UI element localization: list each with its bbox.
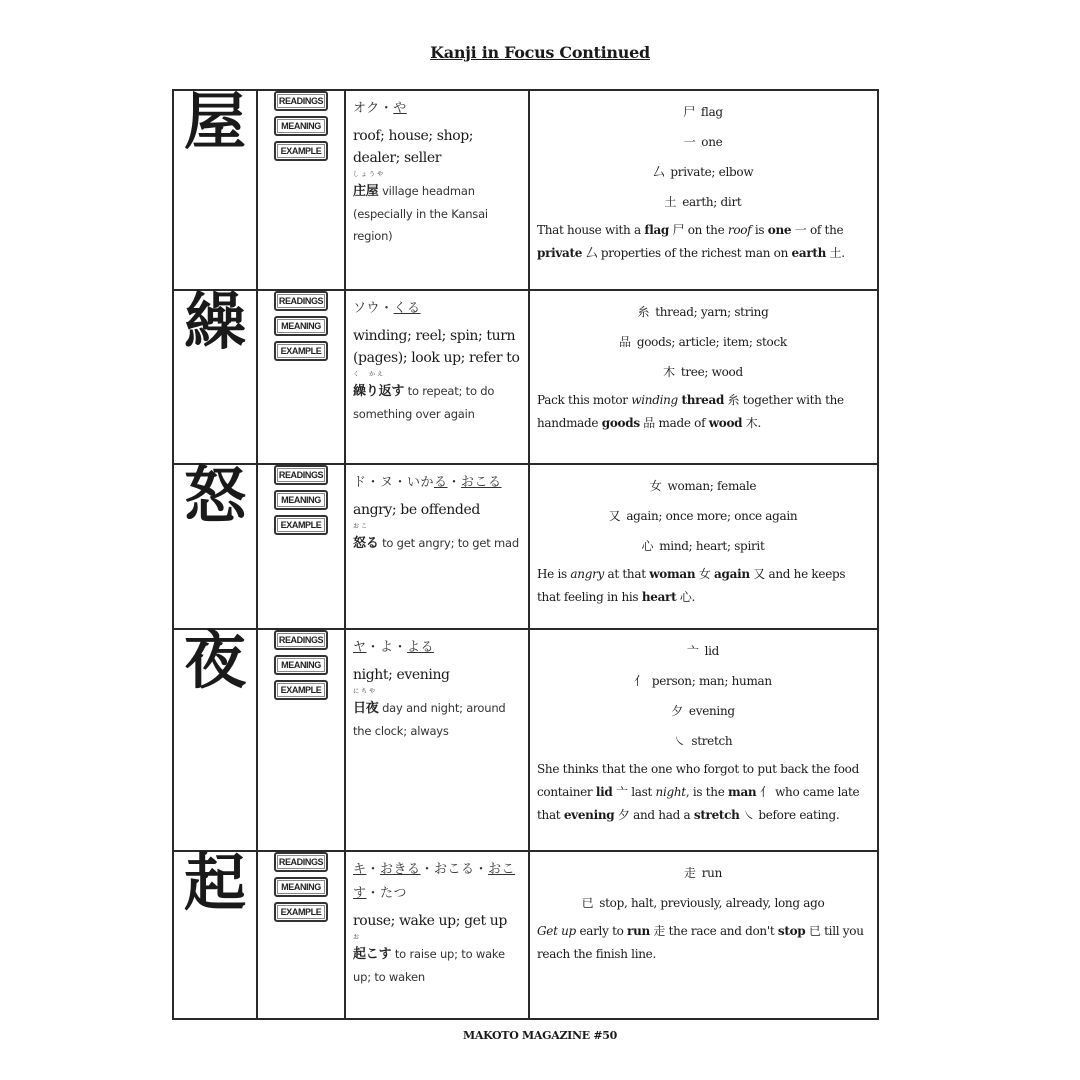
readings-tag: READINGS	[274, 852, 328, 872]
example-tag: EXAMPLE	[274, 141, 328, 161]
info-cell	[345, 290, 529, 464]
mnemonic-segment: 女	[695, 567, 715, 581]
meaning-tag: MEANING	[274, 490, 328, 510]
label-stack	[258, 91, 344, 161]
mnemonic-segment: 品 made of	[639, 416, 709, 430]
info-cell	[345, 464, 529, 629]
radical-item	[537, 501, 869, 531]
radical-glyph: 一	[683, 135, 696, 149]
page-footer: MAKOTO MAGAZINE #50	[462, 1029, 618, 1042]
mnemonic-segment: He is	[537, 567, 571, 581]
kanji-table	[172, 85, 879, 1020]
meaning-tag: MEANING	[274, 877, 328, 897]
reading-segment: ド・ヌ・いか	[353, 475, 435, 490]
mnemonic-segment: goods	[601, 416, 640, 430]
mnemonic-segment: man	[728, 785, 757, 799]
reading-segment: ・	[447, 475, 462, 490]
readings-text	[353, 297, 523, 321]
example-tag: EXAMPLE	[274, 680, 328, 700]
reading-segment: オク・	[353, 101, 394, 116]
reading-segment: くる	[393, 301, 421, 316]
mnemonic-segment: stop	[777, 924, 806, 938]
mnemonic-segment: 厶 properties of the richest man on	[582, 246, 792, 260]
radical-glyph: 糸	[637, 305, 650, 319]
radical-meaning: person; man; human	[651, 674, 772, 688]
meaning-tag: MEANING	[274, 655, 328, 675]
radical-glyph: 亻	[634, 674, 646, 688]
radical-meaning: one	[701, 135, 723, 149]
mnemonic-segment: heart	[641, 590, 677, 604]
radicals-cell	[529, 90, 878, 290]
mnemonic-segment: again	[714, 567, 750, 581]
example-gloss: to repeat; to do something over again	[353, 384, 495, 421]
mnemonic-segment: 尸 on the	[669, 223, 728, 237]
mnemonic-segment: at that	[604, 567, 650, 581]
example-word: 起こす	[353, 947, 392, 962]
radical-glyph: 木	[663, 365, 675, 379]
meaning-tag: MEANING	[274, 116, 328, 136]
example-word: 庄屋	[353, 184, 379, 199]
example-gloss: to raise up; to wake up; to waken	[353, 947, 505, 984]
mnemonic-segment: She thinks that the one who forgot to put back the food container	[537, 762, 859, 799]
mnemonic-segment: earth	[791, 246, 827, 260]
example-furigana: お	[353, 934, 362, 941]
radical-meaning: stretch	[691, 734, 733, 748]
mnemonic-segment: flag	[644, 223, 670, 237]
radical-item	[537, 858, 869, 888]
kanji-row	[173, 464, 878, 629]
readings-tag: READINGS	[274, 291, 328, 311]
radical-glyph: 女	[649, 479, 662, 493]
mnemonic-segment: 一 of the	[791, 223, 844, 237]
reading-segment: よる	[407, 640, 435, 655]
readings-text	[353, 636, 523, 660]
example-tag: EXAMPLE	[274, 341, 328, 361]
mnemonic-text	[537, 389, 869, 435]
example-gloss: village headman (especially in the Kansai region)	[353, 184, 488, 243]
radical-glyph: ㇏	[673, 734, 686, 748]
radical-item	[537, 471, 869, 501]
mnemonic-segment: one	[767, 223, 792, 237]
mnemonic-segment: That house with a	[537, 223, 645, 237]
mnemonic-segment: Pack this motor	[537, 393, 632, 407]
example-text	[353, 697, 523, 742]
mnemonic-segment: 夕 and had a	[614, 808, 694, 822]
meaning-tag: MEANING	[274, 316, 328, 336]
radicals-cell	[529, 851, 878, 1019]
example-furigana: しょうや	[353, 171, 386, 178]
radicals-cell	[529, 290, 878, 464]
radical-item	[537, 327, 869, 357]
mnemonic-segment: night	[655, 785, 686, 799]
kanji-character: 怒	[173, 464, 257, 629]
reading-segment: おこる	[461, 475, 502, 490]
readings-tag: READINGS	[274, 91, 328, 111]
radical-glyph: 又	[608, 509, 621, 523]
mnemonic-text	[537, 758, 869, 827]
radicals-cell	[529, 464, 878, 629]
label-stack	[258, 465, 344, 535]
reading-segment: おきる	[380, 862, 421, 877]
label-column	[257, 851, 345, 1019]
mnemonic-segment: early to	[575, 924, 628, 938]
meaning-text: winding; reel; spin; turn (pages); look up; refer to	[353, 328, 520, 366]
info-cell	[345, 90, 529, 290]
mnemonic-segment: 土.	[826, 246, 845, 260]
reading-segment: ヤ	[353, 640, 367, 655]
radical-meaning: flag	[700, 105, 723, 119]
radical-item	[537, 666, 869, 696]
mnemonic-segment: 亻 who came late that	[537, 785, 860, 822]
radical-glyph: 尸	[683, 105, 695, 119]
label-stack	[258, 630, 344, 700]
radical-item	[537, 127, 869, 157]
radical-meaning: again; once more; once again	[626, 509, 798, 523]
radical-meaning: run	[701, 866, 722, 880]
info-cell	[345, 851, 529, 1019]
mnemonic-text	[537, 563, 869, 609]
radical-glyph: 心	[641, 539, 654, 553]
kanji-character: 起	[173, 851, 257, 1019]
radical-glyph: 走	[684, 866, 696, 880]
radical-meaning: evening	[688, 704, 735, 718]
kanji-character: 夜	[173, 629, 257, 851]
radical-glyph: 已	[581, 896, 594, 910]
mnemonic-segment: angry	[570, 567, 604, 581]
radical-glyph: 夕	[671, 704, 683, 718]
radical-glyph: 品	[619, 335, 631, 349]
radical-item	[537, 888, 869, 918]
reading-segment: る	[434, 475, 448, 490]
mnemonic-segment: thread	[681, 393, 725, 407]
radical-meaning: tree; wood	[680, 365, 743, 379]
readings-tag: READINGS	[274, 465, 328, 485]
radicals-cell	[529, 629, 878, 851]
radical-meaning: thread; yarn; string	[655, 305, 769, 319]
label-column	[257, 464, 345, 629]
mnemonic-segment: evening	[563, 808, 615, 822]
example-text	[353, 180, 523, 247]
example-text	[353, 532, 523, 555]
example-word: 繰り返す	[353, 384, 405, 399]
example-text	[353, 943, 523, 988]
label-stack	[258, 852, 344, 922]
example-tag: EXAMPLE	[274, 902, 328, 922]
example-word: 怒る	[353, 536, 379, 551]
reading-segment: や	[393, 101, 407, 116]
example-text	[353, 380, 523, 425]
radical-meaning: mind; heart; spirit	[659, 539, 765, 553]
example-tag: EXAMPLE	[274, 515, 328, 535]
example-furigana: にちや	[353, 688, 378, 695]
example-furigana: く かえ	[353, 371, 386, 378]
reading-segment: ・たつ	[366, 886, 408, 901]
label-column	[257, 90, 345, 290]
radical-item	[537, 636, 869, 666]
mnemonic-segment: ㇏ before eating.	[739, 808, 840, 822]
radical-item	[537, 531, 869, 561]
radical-meaning: private; elbow	[670, 165, 754, 179]
mnemonic-segment: wood	[708, 416, 743, 430]
reading-segment: ・おこる・	[420, 862, 489, 877]
reading-segment: ・よ・	[366, 640, 408, 655]
reading-segment: ソウ・	[353, 301, 394, 316]
kanji-row	[173, 629, 878, 851]
kanji-character: 屋	[173, 90, 257, 290]
mnemonic-text	[537, 219, 869, 265]
kanji-row	[173, 90, 878, 290]
radical-glyph: 亠	[686, 644, 699, 658]
meaning-text: roof; house; shop; dealer; seller	[353, 128, 474, 166]
radical-item	[537, 97, 869, 127]
mnemonic-segment: woman	[649, 567, 696, 581]
radical-item	[537, 726, 869, 756]
mnemonic-segment: roof	[727, 223, 752, 237]
example-furigana: おこ	[353, 523, 370, 530]
example-word: 日夜	[353, 701, 379, 716]
mnemonic-segment: 木.	[742, 416, 761, 430]
kanji-row	[173, 851, 878, 1019]
mnemonic-segment: 糸 together with the handmade	[537, 393, 844, 430]
kanji-row	[173, 290, 878, 464]
readings-text	[353, 858, 523, 906]
mnemonic-segment: 已 till you reach the finish line.	[537, 924, 864, 961]
label-stack	[258, 291, 344, 361]
radical-meaning: stop, halt, previously, already, long ago	[599, 896, 825, 910]
meaning-text: rouse; wake up; get up	[353, 913, 507, 929]
radical-item	[537, 297, 869, 327]
page-title: Kanji in Focus Continued	[430, 43, 650, 62]
info-cell	[345, 629, 529, 851]
mnemonic-text	[537, 920, 869, 966]
radical-item	[537, 157, 869, 187]
readings-tag: READINGS	[274, 630, 328, 650]
radical-item	[537, 357, 869, 387]
example-gloss: day and night; around the clock; always	[353, 701, 506, 738]
readings-text	[353, 97, 523, 121]
radical-meaning: earth; dirt	[682, 195, 742, 209]
radical-glyph: 土	[664, 195, 677, 209]
radical-item	[537, 696, 869, 726]
mnemonic-segment: 走 the race and don't	[649, 924, 778, 938]
radical-meaning: lid	[704, 644, 720, 658]
mnemonic-segment: Get up	[537, 924, 576, 938]
meaning-text: angry; be offended	[353, 502, 480, 518]
example-gloss: to get angry; to get mad	[378, 536, 519, 550]
mnemonic-segment: lid	[595, 785, 613, 799]
radical-item	[537, 187, 869, 217]
mnemonic-segment: 心.	[676, 590, 696, 604]
mnemonic-segment: run	[627, 924, 650, 938]
reading-segment: おこす	[353, 862, 516, 901]
radical-meaning: woman; female	[667, 479, 757, 493]
radical-meaning: goods; article; item; stock	[636, 335, 787, 349]
mnemonic-segment: , is the	[685, 785, 729, 799]
label-column	[257, 629, 345, 851]
meaning-text: night; evening	[353, 667, 450, 683]
reading-segment: キ	[353, 862, 367, 877]
mnemonic-segment: 亠 last	[612, 785, 656, 799]
label-column	[257, 290, 345, 464]
reading-segment: ・	[366, 862, 381, 877]
mnemonic-segment: private	[537, 246, 583, 260]
readings-text	[353, 471, 523, 495]
radical-glyph: 厶	[652, 165, 665, 179]
kanji-character: 繰	[173, 290, 257, 464]
mnemonic-segment: stretch	[693, 808, 740, 822]
mnemonic-segment: is	[751, 223, 768, 237]
mnemonic-segment: winding	[631, 393, 678, 407]
mnemonic-segment: 又 and he keeps that feeling in his	[537, 567, 846, 604]
